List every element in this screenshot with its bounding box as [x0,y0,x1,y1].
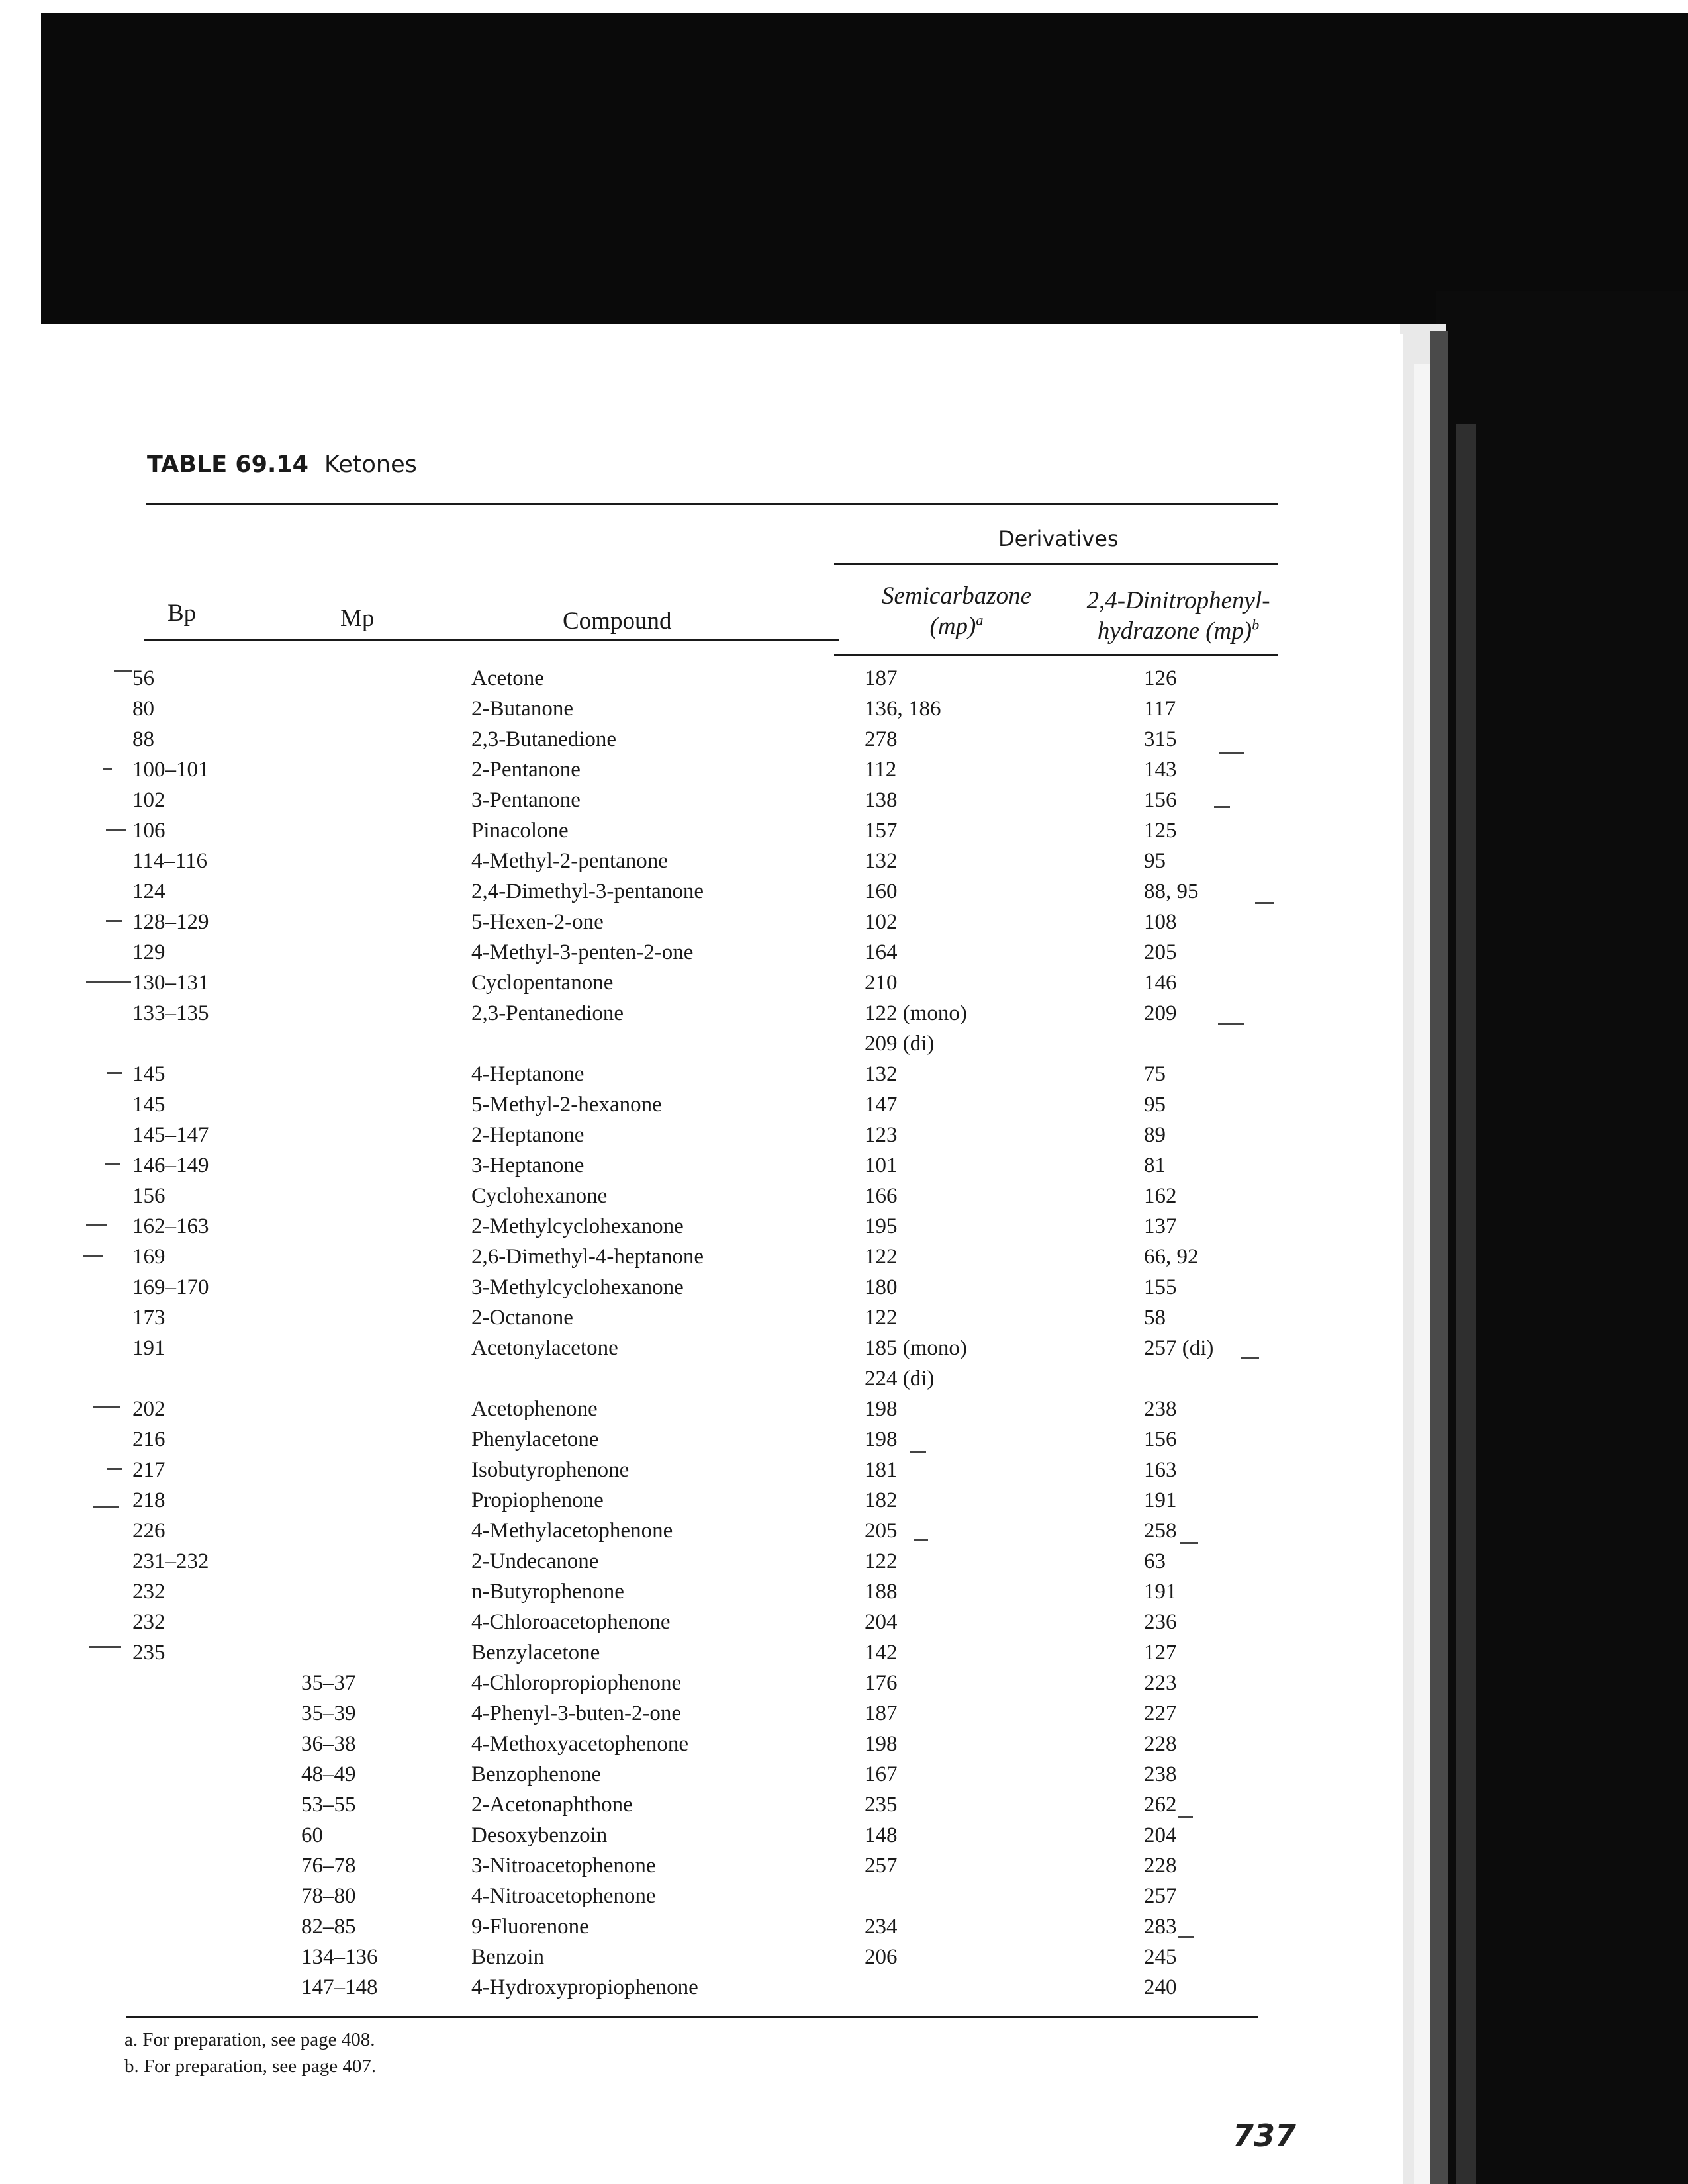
compound-cell: Acetone [471,666,544,690]
page-edge-gap [1414,364,1430,2184]
compound-cell: 4-Heptanone [471,1062,585,1086]
pencil-mark [93,1506,119,1508]
dnp-cell: 258 [1144,1519,1177,1543]
pencil-mark [107,1468,122,1470]
pencil-mark [1178,1936,1194,1938]
page-edge-shadow [1430,331,1448,2184]
mp-cell: 60 [301,1823,323,1847]
dnp-cell: 117 [1144,697,1176,721]
semicarbazone-cell: 206 [865,1945,898,1969]
table-title [147,451,417,478]
dnp-cell: 88, 95 [1144,880,1199,903]
compound-cell: Benzophenone [471,1762,602,1786]
mp-cell: 78–80 [301,1884,356,1908]
bp-cell: 130–131 [132,971,209,995]
bp-cell: 232 [132,1610,165,1634]
dnp-cell: 262 [1144,1793,1177,1817]
header-rule-left [144,639,839,641]
dnp-cell: 66, 92 [1144,1245,1199,1269]
derivatives-rule [834,563,1278,565]
bp-cell: 226 [132,1519,165,1543]
mp-cell: 82–85 [301,1915,356,1938]
bp-header: Bp [167,600,197,627]
dnp-cell: 125 [1144,819,1177,842]
pencil-mark [86,981,131,983]
dnp-cell: 191 [1144,1488,1177,1512]
bp-cell: 169 [132,1245,165,1269]
dnp-header-line2: hydrazone (mp) [1097,617,1252,645]
dnp-cell: 227 [1144,1702,1177,1725]
compound-cell: 4-Methoxyacetophenone [471,1732,689,1756]
pencil-mark [105,1163,120,1165]
bp-cell: 145 [132,1062,165,1086]
semicarbazone-header [821,581,1092,642]
compound-cell: Cyclohexanone [471,1184,608,1208]
dnp-cell: 108 [1144,910,1177,934]
compound-cell: 3-Nitroacetophenone [471,1854,656,1878]
semicarbazone-cell: 166 [865,1184,898,1208]
dnp-cell: 236 [1144,1610,1177,1634]
compound-cell: 2-Pentanone [471,758,581,782]
semicarbazone-cell: 182 [865,1488,898,1512]
dnp-cell: 228 [1144,1854,1177,1878]
pencil-mark [93,1406,120,1408]
semicarbazone-cell-second-line: 224 (di) [865,1367,935,1390]
dnp-cell: 95 [1144,1093,1166,1116]
semicarbazone-cell: 132 [865,849,898,873]
pencil-mark [86,1224,107,1226]
pencil-mark [106,829,126,831]
footnote-b: b. For preparation, see page 407. [124,2056,377,2077]
pencil-mark [1218,1023,1244,1025]
bp-cell: 88 [132,727,154,751]
bp-cell: 216 [132,1428,165,1451]
derivatives-header: Derivatives [998,526,1119,551]
dnp-cell: 315 [1144,727,1177,751]
dnp-cell: 156 [1144,1428,1177,1451]
compound-cell: Desoxybenzoin [471,1823,608,1847]
mp-cell: 134–136 [301,1945,378,1969]
semicarbazone-cell: 198 [865,1732,898,1756]
compound-cell: 2,3-Butanedione [471,727,617,751]
dnp-cell: 155 [1144,1275,1177,1299]
pencil-mark [1255,902,1274,904]
semicarbazone-cell: 122 (mono) [865,1001,967,1025]
compound-cell: Acetonylacetone [471,1336,618,1360]
semicarbazone-cell: 257 [865,1854,898,1878]
compound-cell: Acetophenone [471,1397,598,1421]
dnp-cell: 245 [1144,1945,1177,1969]
pencil-mark [107,1072,122,1074]
bp-cell: 218 [132,1488,165,1512]
pencil-mark [106,920,122,922]
dnp-cell: 95 [1144,849,1166,873]
mp-cell: 53–55 [301,1793,356,1817]
dnp-cell: 283 [1144,1915,1177,1938]
semicarbazone-cell: 204 [865,1610,898,1634]
bp-cell: 169–170 [132,1275,209,1299]
semicarbazone-cell: 187 [865,1702,898,1725]
bp-cell: 191 [132,1336,165,1360]
semicarbazone-cell: 148 [865,1823,898,1847]
semicarbazone-cell-second-line: 209 (di) [865,1032,935,1056]
footnote-marker-a: a [976,612,984,629]
compound-cell: 4-Chloroacetophenone [471,1610,671,1634]
mp-cell: 35–39 [301,1702,356,1725]
compound-cell: 2-Butanone [471,697,573,721]
compound-cell: 3-Heptanone [471,1154,585,1177]
mp-cell: 35–37 [301,1671,356,1695]
semicarbazone-cell: 157 [865,819,898,842]
dnp-cell: 238 [1144,1762,1177,1786]
semicarbazone-cell: 195 [865,1214,898,1238]
compound-cell: 4-Methylacetophenone [471,1519,673,1543]
semicarbazone-cell: 198 [865,1397,898,1421]
compound-cell: 5-Methyl-2-hexanone [471,1093,662,1116]
mp-cell: 147–148 [301,1976,378,1999]
semicarbazone-cell: 160 [865,880,898,903]
mp-header: Mp [340,605,375,632]
compound-cell: Benzylacetone [471,1641,600,1664]
semicarbazone-cell: 185 (mono) [865,1336,967,1360]
semicarbazone-cell: 142 [865,1641,898,1664]
compound-cell: 2-Octanone [471,1306,573,1330]
mp-cell: 76–78 [301,1854,356,1878]
semicarbazone-cell: 112 [865,758,897,782]
compound-cell: 3-Methylcyclohexanone [471,1275,684,1299]
dnp-cell: 238 [1144,1397,1177,1421]
compound-cell: 4-Nitroacetophenone [471,1884,656,1908]
bp-cell: 232 [132,1580,165,1604]
semicarbazone-cell: 164 [865,940,898,964]
bp-cell: 114–116 [132,849,208,873]
compound-cell: Benzoin [471,1945,544,1969]
dnp-cell: 146 [1144,971,1177,995]
dnp-cell: 137 [1144,1214,1177,1238]
bp-cell: 106 [132,819,165,842]
semicarbazone-cell: 181 [865,1458,898,1482]
dnp-cell: 143 [1144,758,1177,782]
semicarbazone-cell: 188 [865,1580,898,1604]
dnp-cell: 191 [1144,1580,1177,1604]
compound-cell: Isobutyrophenone [471,1458,630,1482]
semicarbazone-cell: 205 [865,1519,898,1543]
bp-cell: 145–147 [132,1123,209,1147]
bp-cell: 231–232 [132,1549,209,1573]
semicarbazone-cell: 235 [865,1793,898,1817]
pencil-mark [1219,752,1244,754]
compound-cell: Pinacolone [471,819,569,842]
bp-cell: 156 [132,1184,165,1208]
compound-cell: 3-Pentanone [471,788,581,812]
pencil-mark [1214,806,1230,808]
mp-cell: 36–38 [301,1732,356,1756]
bp-cell: 162–163 [132,1214,209,1238]
dnp-cell: 257 (di) [1144,1336,1214,1360]
semicarbazone-cell: 101 [865,1154,898,1177]
bp-cell: 100–101 [132,758,209,782]
compound-cell: 2-Undecanone [471,1549,599,1573]
compound-cell: 2,3-Pentanedione [471,1001,624,1025]
compound-cell: 9-Fluorenone [471,1915,589,1938]
semicarbazone-cell: 102 [865,910,898,934]
table-caption: Ketones [324,451,417,478]
dnp-cell: 127 [1144,1641,1177,1664]
pencil-mark [914,1539,928,1541]
pencil-mark [1178,1816,1193,1818]
pencil-mark [89,1646,121,1648]
dnp-cell: 204 [1144,1823,1177,1847]
dnp-cell: 257 [1144,1884,1177,1908]
pencil-mark [1180,1542,1198,1544]
compound-cell: n-Butyrophenone [471,1580,624,1604]
compound-cell: Phenylacetone [471,1428,599,1451]
dnp-header [1059,586,1297,647]
compound-cell: Propiophenone [471,1488,604,1512]
compound-cell: 2,6-Dimethyl-4-heptanone [471,1245,704,1269]
mp-cell: 48–49 [301,1762,356,1786]
dnp-cell: 75 [1144,1062,1166,1086]
dnp-cell: 63 [1144,1549,1166,1573]
dnp-header-line1: 2,4-Dinitrophenyl- [1086,587,1270,614]
bp-cell: 56 [132,666,154,690]
footnote-marker-b: b [1252,616,1260,633]
bp-cell: 80 [132,697,154,721]
compound-cell: 4-Phenyl-3-buten-2-one [471,1702,682,1725]
pencil-mark [103,768,112,770]
bottom-rule [126,2016,1258,2018]
compound-cell: 2-Methylcyclohexanone [471,1214,684,1238]
compound-cell: 2,4-Dimethyl-3-pentanone [471,880,704,903]
bp-cell: 124 [132,880,165,903]
bp-cell: 102 [132,788,165,812]
compound-cell: 4-Hydroxypropiophenone [471,1976,698,1999]
semicarbazone-cell: 122 [865,1306,898,1330]
bp-cell: 128–129 [132,910,209,934]
compound-cell: 4-Chloropropiophenone [471,1671,682,1695]
bp-cell: 235 [132,1641,165,1664]
dnp-cell: 228 [1144,1732,1177,1756]
bp-cell: 217 [132,1458,165,1482]
semicarbazone-cell: 234 [865,1915,898,1938]
dnp-cell: 162 [1144,1184,1177,1208]
dnp-cell: 163 [1144,1458,1177,1482]
dnp-cell: 240 [1144,1976,1177,1999]
semicarbazone-cell: 176 [865,1671,898,1695]
semicarbazone-cell: 210 [865,971,898,995]
scanner-background [41,13,1688,324]
pencil-mark [114,670,132,672]
semicarbazone-cell: 147 [865,1093,898,1116]
page-number: 737 [1233,2118,1297,2154]
compound-cell: 2-Heptanone [471,1123,585,1147]
compound-header: Compound [563,608,672,635]
semicarbazone-cell: 122 [865,1245,898,1269]
semicarbazone-cell: 180 [865,1275,898,1299]
compound-cell: 4-Methyl-3-penten-2-one [471,940,694,964]
compound-cell: 2-Acetonaphthone [471,1793,633,1817]
semicarbazone-cell: 198 [865,1428,898,1451]
dnp-cell: 205 [1144,940,1177,964]
pencil-mark [1241,1357,1259,1359]
pencil-mark [83,1255,103,1257]
semicarbazone-header-line1: Semicarbazone [881,582,1032,610]
dnp-cell: 126 [1144,666,1177,690]
bp-cell: 133–135 [132,1001,209,1025]
semicarbazone-cell: 136, 186 [865,697,941,721]
semicarbazone-cell: 138 [865,788,898,812]
semicarbazone-cell: 122 [865,1549,898,1573]
semicarbazone-cell: 132 [865,1062,898,1086]
header-rule-right [834,654,1278,656]
compound-cell: Cyclopentanone [471,971,614,995]
semicarbazone-cell: 278 [865,727,898,751]
dnp-cell: 81 [1144,1154,1166,1177]
dnp-cell: 156 [1144,788,1177,812]
compound-cell: 4-Methyl-2-pentanone [471,849,668,873]
semicarbazone-cell: 123 [865,1123,898,1147]
bp-cell: 173 [132,1306,165,1330]
semicarbazone-cell: 187 [865,666,898,690]
bp-cell: 145 [132,1093,165,1116]
dnp-cell: 89 [1144,1123,1166,1147]
bp-cell: 202 [132,1397,165,1421]
dnp-cell: 223 [1144,1671,1177,1695]
dnp-cell: 58 [1144,1306,1166,1330]
compound-cell: 5-Hexen-2-one [471,910,604,934]
top-rule [146,503,1278,505]
bp-cell: 129 [132,940,165,964]
binding-strip [1456,424,1476,2184]
table-number: TABLE 69.14 [147,451,309,478]
footnote-a: a. For preparation, see page 408. [124,2029,375,2050]
bp-cell: 146–149 [132,1154,209,1177]
dnp-cell: 209 [1144,1001,1177,1025]
pencil-mark [910,1451,926,1453]
semicarbazone-header-line2: (mp) [929,613,976,640]
semicarbazone-cell: 167 [865,1762,898,1786]
